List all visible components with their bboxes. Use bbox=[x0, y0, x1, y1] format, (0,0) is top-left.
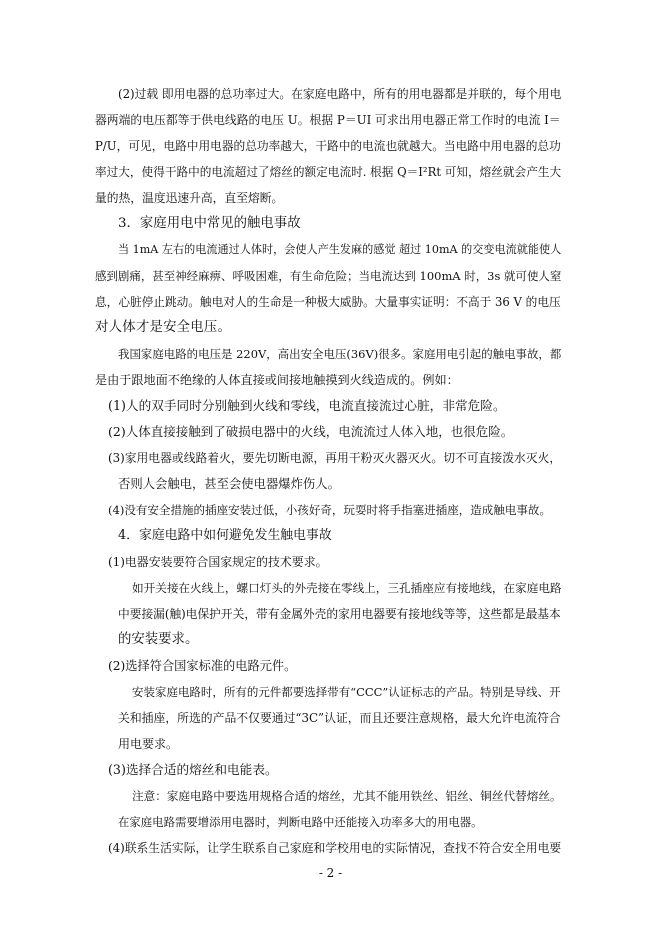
text-line: 息，心脏停止跳动。触电对人的生命是一种极大威胁。大量事实证明：不高于 36 V 的电压 bbox=[95, 295, 561, 309]
list-item: (4)没有安全措施的插座安装过低，小孩好奇，玩耍时将手指塞进插座，造成触电事故。 bbox=[108, 503, 551, 517]
list-item: (3)家用电器或线路着火，要先切断电源，再用干粉灭火器灭火。切不可直接泼水灭火， bbox=[108, 451, 562, 465]
list-item: (4)联系生活实际，让学生联系自己家庭和学校用电的实际情况，查找不符合安全用电要 bbox=[108, 841, 562, 855]
text-line: 关和插座，所选的产品不仅要通过“3C”认证，而且还要注意规格，最大允许电流符合 bbox=[118, 711, 561, 725]
text-line: 对人体才是安全电压。 bbox=[95, 320, 232, 335]
list-item: (1)电器安装要符合国家规定的技术要求。 bbox=[108, 555, 328, 569]
text-line: 的安装要求。 bbox=[118, 632, 199, 647]
text-line: 率过大，使得干路中的电流超过了熔丝的额定电流时. 根据 Q＝I²Rt 可知，熔丝就会产生大 bbox=[95, 165, 562, 179]
list-item: (3)选择合适的熔丝和电能表。 bbox=[108, 762, 278, 777]
list-item: (2)人体直接接触到了破损电器中的火线，电流流过人体入地，也很危险。 bbox=[108, 424, 514, 439]
text-line: 我国家庭电路的电压是 220V，高出安全电压(36V)很多。家庭用电引起的触电事故，都 bbox=[118, 347, 562, 361]
text-line: 是由于跟地面不绝缘的人体直接或间接地触摸到火线造成的。例如： bbox=[95, 373, 459, 387]
text-line: P/U，可见，电路中用电器的总功率越大，干路中的电流也就越大。当电路中用电器的总功 bbox=[95, 139, 561, 153]
text-line: 感到剧痛，甚至神经麻痹、呼吸困难，有生命危险；当电流达到 100mA 时，3s 就可使人窒 bbox=[95, 269, 562, 283]
section-heading: 4．家庭电路中如何避免发生触电事故 bbox=[118, 528, 332, 543]
section-heading: 3．家庭用电中常见的触电事故 bbox=[118, 216, 301, 231]
text-line: 用电要求。 bbox=[118, 737, 179, 751]
text-line: 当 1mA 左右的电流通过人体时，会使人产生发麻的感觉 超过 10mA 的交变电流就能使人 bbox=[118, 243, 562, 256]
text-line: (2)过载 即用电器的总功率过大。在家庭电路中，所有的用电器都是并联的，每个用电 bbox=[118, 87, 562, 101]
list-item: (1)人的双手同时分别触到火线和零线，电流直接流过心脏，非常危险。 bbox=[108, 398, 506, 413]
page-number: - 2 - bbox=[318, 866, 343, 880]
text-line: 在家庭电路需要增添用电器时，判断电路中还能接入功率多大的用电器。 bbox=[118, 815, 483, 829]
text-line: 安装家庭电路时，所有的元件都要选择带有“CCC”认证标志的产品。特别是导线、开 bbox=[132, 685, 561, 699]
text-line: 否则人会触电，甚至会使电器爆炸伤人。 bbox=[118, 477, 340, 491]
text-line: 如开关接在火线上，螺口灯头的外壳接在零线上，三孔插座应有接地线，在家庭电路 bbox=[132, 581, 562, 595]
text-line: 中要接漏(触)电保护开关，带有金属外壳的家用电器要有接地线等等，这些都是最基本 bbox=[118, 607, 561, 621]
text-line: 器两端的电压都等于供电线路的电压 U。根据 P＝UI 可求出用电器正常工作时的电流 I＝ bbox=[95, 113, 561, 127]
text-line: 注意：家庭电路中要选用规格合适的熔丝，尤其不能用铁丝、铝丝、铜丝代替熔丝。 bbox=[132, 789, 562, 803]
text-line: 量的热，温度迅速升高，直至熔断。 bbox=[95, 191, 284, 205]
list-item: (2)选择符合国家标准的电路元件。 bbox=[108, 659, 297, 673]
